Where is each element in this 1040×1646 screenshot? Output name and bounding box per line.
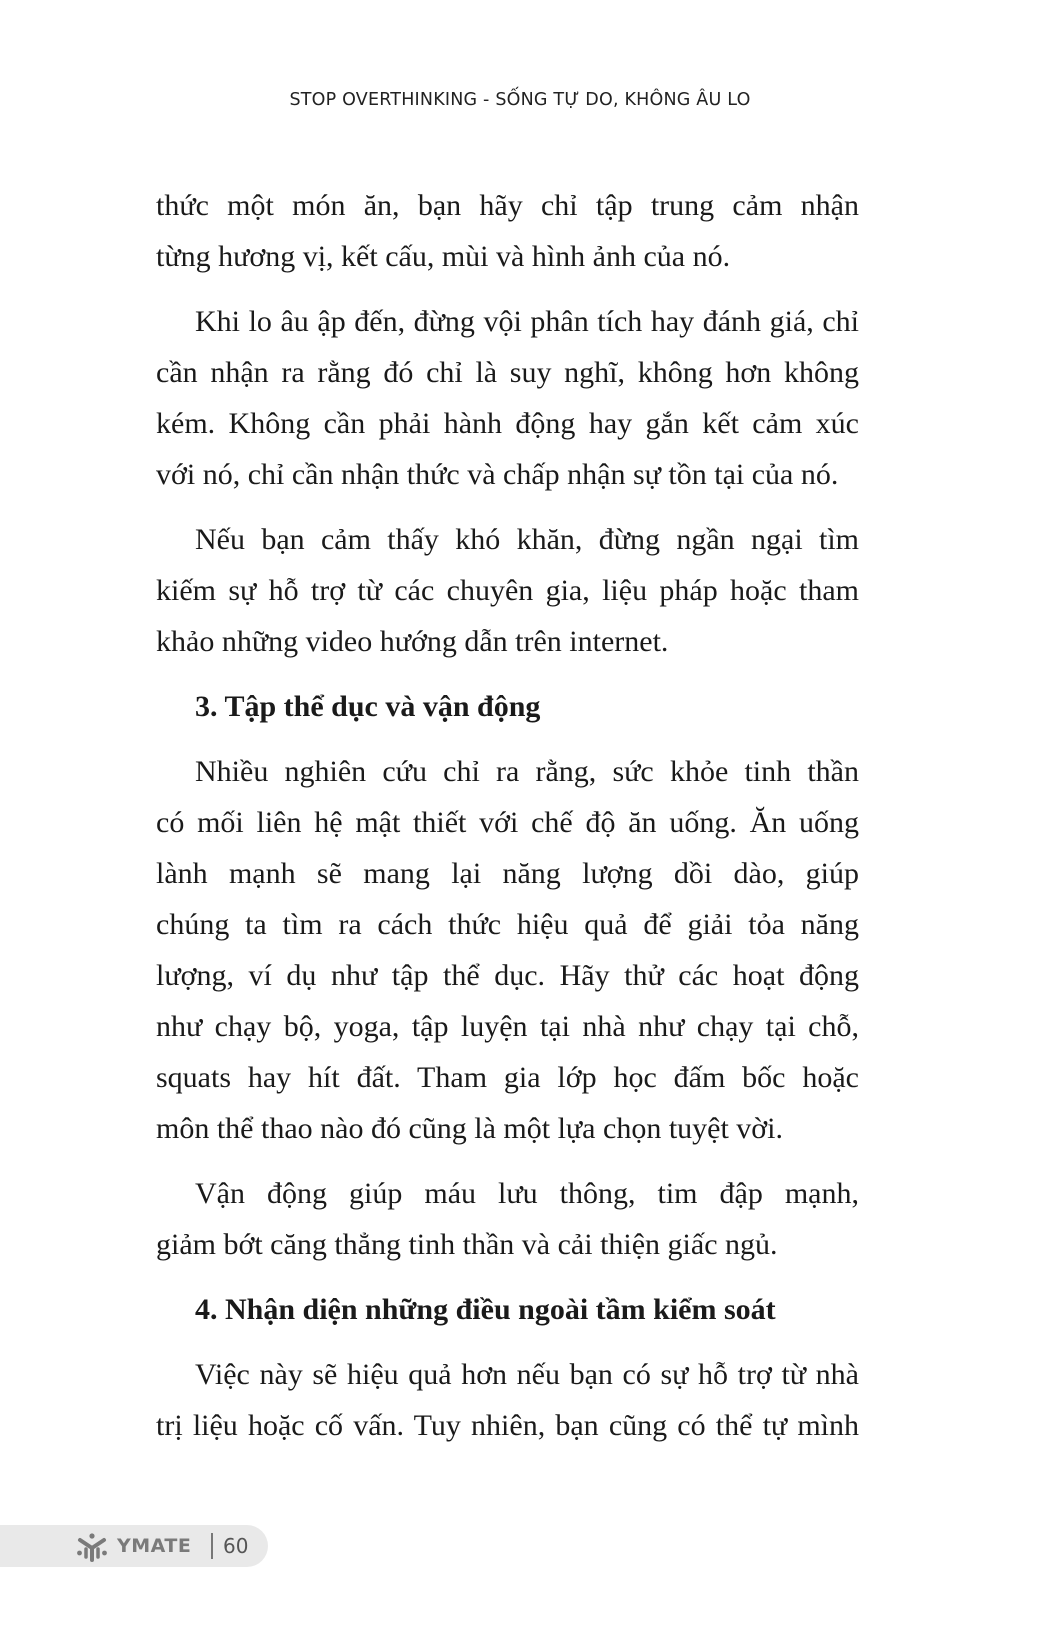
paragraph: [156, 514, 859, 667]
text-line: lành mạnh sẽ mang lại năng lượng dồi dào, giúp: [156, 857, 859, 890]
text-line: Khi lo âu ập đến, đừng vội phân tích hay đánh giá, chỉ: [195, 305, 859, 338]
text-line: từng hương vị, kết cấu, mùi và hình ảnh của nó.: [156, 240, 731, 273]
text-line: Vận động giúp máu lưu thông, tim đập mạnh,: [195, 1177, 859, 1210]
text-line: kiếm sự hỗ trợ từ các chuyên gia, liệu pháp hoặc tham: [156, 574, 859, 607]
text-line: Nhiều nghiên cứu chỉ ra rằng, sức khỏe tinh thần: [195, 755, 859, 788]
paragraph: [156, 180, 859, 282]
page-number: 60: [223, 1534, 249, 1558]
text-line: với nó, chỉ cần nhận thức và chấp nhận sự tồn tại của nó.: [156, 458, 839, 491]
text-line: Nếu bạn cảm thấy khó khăn, đừng ngần ngại tìm: [195, 523, 859, 556]
brand-name: YMATE: [117, 1535, 192, 1557]
section-heading: 4. Nhận diện những điều ngoài tầm kiểm soát: [195, 1293, 776, 1326]
footer-divider: [211, 1533, 213, 1559]
text-line: có mối liên hệ mật thiết với chế độ ăn uống. Ăn uống: [156, 806, 859, 839]
text-line: trị liệu hoặc cố vấn. Tuy nhiên, bạn cũng có thể tự mình: [156, 1409, 859, 1442]
section-heading: 3. Tập thể dục và vận động: [195, 690, 541, 723]
running-header: STOP OVERTHINKING - SỐNG TỰ DO, KHÔNG ÂU LO: [289, 90, 751, 110]
text-line: kém. Không cần phải hành động hay gắn kết cảm xúc: [156, 407, 859, 440]
text-line: khảo những video hướng dẫn trên internet.: [156, 625, 669, 658]
paragraph: [156, 296, 859, 500]
text-line: lượng, ví dụ như tập thể dục. Hãy thử các hoạt động: [156, 959, 859, 992]
page-footer: [0, 1525, 268, 1567]
text-line: squats hay hít đất. Tham gia lớp học đấm bốc hoặc: [156, 1061, 859, 1094]
text-line: cần nhận ra rằng đó chỉ là suy nghĩ, không hơn không: [156, 356, 859, 389]
paragraph: [156, 1168, 859, 1270]
text-line: thức một món ăn, bạn hãy chỉ tập trung cảm nhận: [156, 189, 859, 222]
ymate-logo-icon: [76, 1532, 108, 1562]
text-line: chúng ta tìm ra cách thức hiệu quả để giải tỏa năng: [156, 908, 859, 941]
text-line: như chạy bộ, yoga, tập luyện tại nhà như chạy tại chỗ,: [156, 1010, 859, 1043]
paragraph: [156, 746, 859, 1154]
text-line: môn thể thao nào đó cũng là một lựa chọn tuyệt vời.: [156, 1112, 783, 1145]
page-body: [156, 180, 859, 1465]
text-line: giảm bớt căng thẳng tinh thần và cải thiện giấc ngủ.: [156, 1228, 778, 1261]
text-line: Việc này sẽ hiệu quả hơn nếu bạn có sự hỗ trợ từ nhà: [195, 1358, 859, 1391]
paragraph: [156, 1349, 859, 1451]
